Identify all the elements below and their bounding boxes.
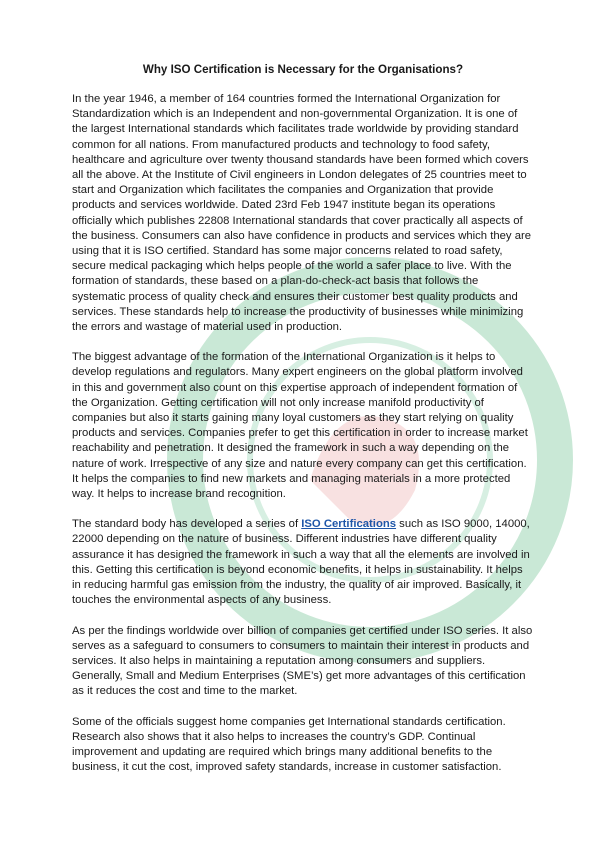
iso-certifications-link[interactable]: ISO Certifications [301, 518, 397, 531]
paragraph-5: Some of the officials suggest home companies get International standards certification. Research also shows that it also helps to increases the country’s GDP. Continual improvement and updating are required which brings many additional benefits to the business, it cut the cost, improved safety standards, increase in customer satisfaction. [72, 715, 506, 774]
paragraph-1: In the year 1946, a member of 164 countries formed the International Organization for Standardization which is an Independent and non-governmental Organization. It is one of the largest International standards which facilitates trade worldwide by providing standard common for all nations. From manufactured products and technology to food safety, healthcare and agriculture over twenty thousand standards have been formed which covers all the above. At the Institute of Civil engineers in London delegates of 25 countries meet to start and Organization which facilitates the companies and Organization that provide products and services worldwide. Dated 23rd Feb 1947 institute began its operations officially which publishes 22808 International standards that cover practically all aspects of the business. Consumers can also have confidence in products and services which they are using that it is ISO certified. Standard has some major concerns related to road safety, secure medical packaging which helps people of the world a safer place to live. With the formation of standards, these based on a plan-do-check-act basis that follows the systematic process of quality check and ensures their customer best quality products and services. These standards help to increase the productivity of businesses while minimizing the errors and wastage of material used in production. [72, 93, 532, 334]
document-page [72, 62, 534, 790]
paragraph-3 [72, 517, 534, 608]
paragraph-3-rest: such as ISO 9000, 14000, 22000 depending on the nature of business. Different industries have different quality assurance it has designed the framework in such a way that all the elements are involved in this. Getting this certification is beyond economic benefits, it helps in sustainability. It helps in reducing harmful gas emission from the industry, the quality of air improved. Basically, it touches the environmental aspects of any business. [72, 518, 530, 607]
document-title: Why ISO Certification is Necessary for the Organisations? [142, 63, 464, 76]
paragraph-4: As per the findings worldwide over billion of companies get certified under ISO series. It also serves as a safeguard to consumers to consumers to maintain their interest in products and services. It also helps in maintaining a reputation among consumers and suppliers. Generally, Small and Medium Enterprises (SME’s) get more advantages of this certification as it reduces the cost and time to the market. [72, 624, 533, 698]
paragraph-3-intro: The standard body has developed a series of [72, 518, 302, 531]
paragraph-2: The biggest advantage of the formation of the International Organization is it helps to develop regulations and regulators. Many expert engineers on the global platform involved in this and government also count on this expertise approach of independent formation of the Organization. Getting certification will not only increase manifold productivity of companies but also it starts gaining many loyal customers as they start relying on quality products and services. Companies prefer to get this certification in order to increase market reachability and penetration. It designed the framework in such a way depending on the nature of work. Irrespective of any size and nature every company can get this certification. It helps the companies to find new markets and managing materials in a more protected way. It helps to increase brand recognition. [72, 351, 528, 501]
